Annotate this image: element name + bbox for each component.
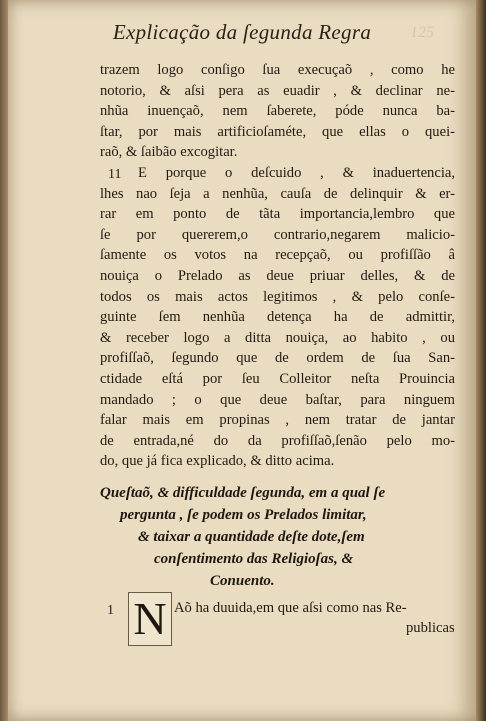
running-head: Explicação da ſegunda Regra [112, 20, 372, 44]
text-line: todos os mais actos legitimos , & pelo conſe- [100, 288, 455, 305]
text-line: profiſſaõ, ſegundo que de ordem de ſua San- [100, 350, 455, 367]
book-spine [0, 0, 8, 721]
paragraph-text-block [100, 184, 455, 472]
ghost-page-number: 125 [410, 24, 434, 41]
answer-number: 1 [107, 603, 114, 618]
text-line: E porque o deſcuido , & inaduertencia, [138, 165, 455, 181]
paragraph-first-line [138, 163, 455, 184]
page-edge [476, 0, 486, 721]
text-line: & receber logo a ditta nouiça, ao habito , ou [100, 329, 455, 346]
text-line: rar em ponto de tãta importancia,lembro que [100, 206, 455, 223]
paragraph-number: 11 [108, 167, 122, 182]
text-line: do, que já fica explicado, & ditto acima. [100, 453, 335, 470]
text-line: notorio, & aſsi pera as euadir , & declinar ne- [100, 82, 455, 99]
text-line: trazem logo conſigo ſua execuçaõ , como he [100, 62, 455, 78]
text-line: ctidade eſtá por ſeu Colleitor neſta Prouincia [100, 370, 455, 387]
question-line: & taixar a quantidade deſte dote,ſem [138, 529, 365, 545]
text-line: ſe por quererem,o contrario,negarem malicio- [100, 226, 455, 243]
answer-line: Aõ ha duuida,em que aſsi como nas Re- [174, 600, 407, 616]
text-line: ſtar, por mais artificioſaméte, que ellas o quei- [100, 123, 455, 140]
question-line: conſentimento das Religioſas, & [154, 551, 354, 567]
text-line: lhes nao ſeja a nenhũa, cauſa de delinquir & er- [100, 185, 455, 202]
text-line: nouiça o Prelado as deue priuar delles, & de [100, 267, 455, 284]
question-line: pergunta , ſe podem os Prelados limitar, [120, 507, 367, 523]
dropcap-initial: N [128, 592, 172, 646]
text-line: mandado ; o que deue baſtar, para ninguem [100, 391, 455, 408]
text-line: raõ, & ſaibão excogitar. [100, 144, 238, 161]
text-line: de entrada,né do da profiſſaõ,ſenão pelo mo- [100, 432, 455, 449]
text-line: nhũa inuençaõ, nem ſaberete, póde nunca ba- [100, 103, 455, 120]
opening-text-block [100, 60, 455, 163]
text-line: ſamente os votos na recepçaõ, ou profiſſão â [100, 247, 455, 264]
question-line: Conuento. [210, 573, 275, 589]
question-line: Queſtaõ, & difficuldade ſegunda, em a qual ſe [100, 485, 386, 501]
answer-line: publicas [406, 620, 455, 636]
book-page [8, 0, 476, 721]
text-line: guinte ſem nenhũa detença ha de admittir, [100, 309, 455, 326]
text-line: falar mais em propinas , nem tratar de jantar [100, 412, 455, 429]
